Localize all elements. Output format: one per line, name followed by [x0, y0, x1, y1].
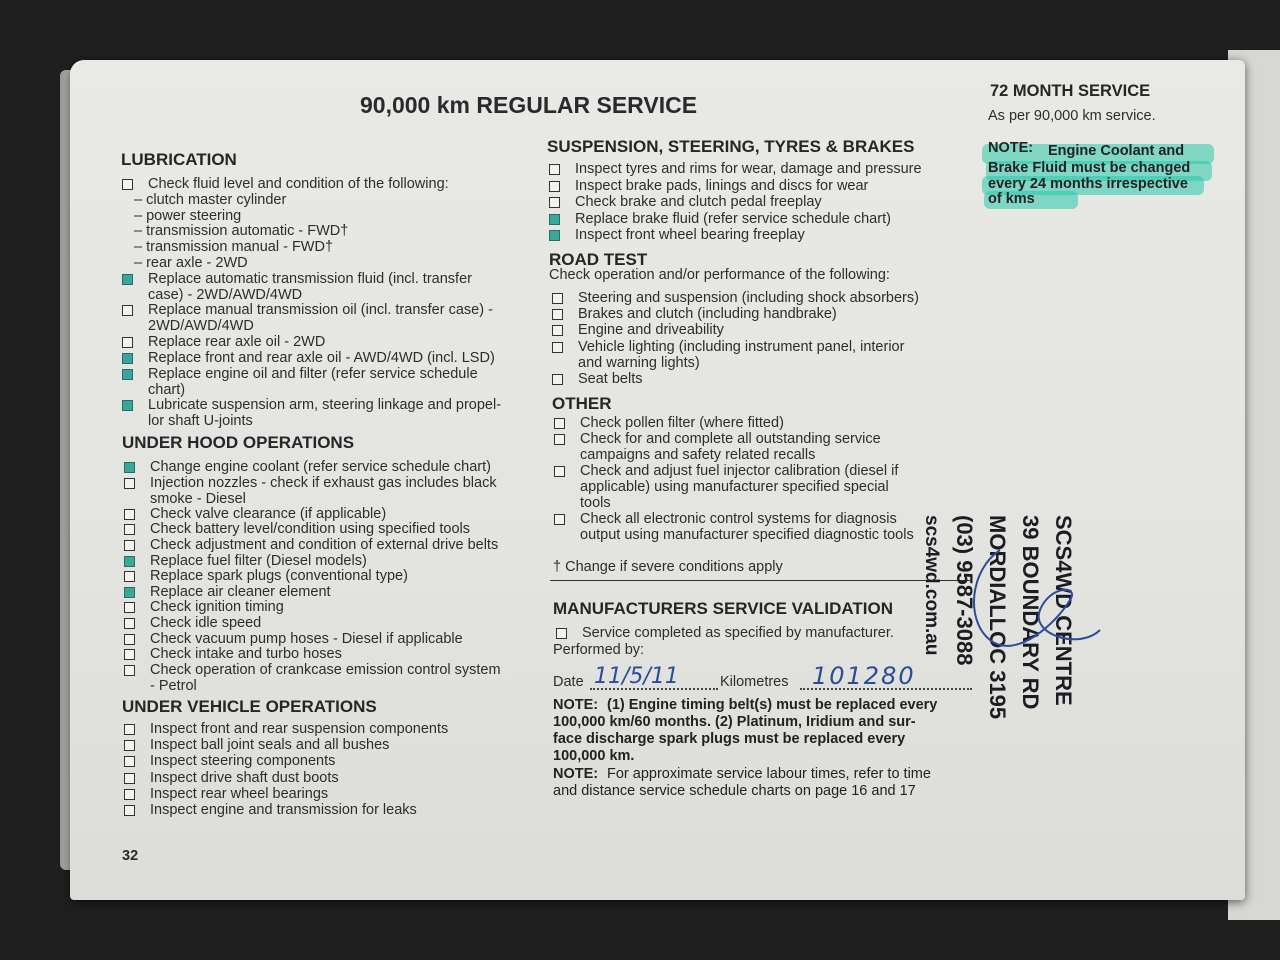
- checkbox: [124, 756, 135, 767]
- manual-page: 90,000 km REGULAR SERVICE 72 MONTH SERVICE As per 90,000 km service. NOTE: Engine Coolant and Brake Fluid must be changed every 24 months irrespective of kms LUBRICATION UNDER HOOD OPERATIONS UNDER VEHICLE OPERATIONS SUSPENSION, STEERING, TYRES & BRAKES ROAD TEST Check operation and/or performance of the following: OTHER † Change if severe conditions apply MANUFACTURERS SERVICE VALIDATION Service completed as specified by manufacturer. Performed by: Date 11/5/11 Kilometres 101280 NOTE: (1) Engine timing belt(s) must be replaced every 100,000 km/60 months. (2) Platinum, Iridium and sur- face discharge spark plugs must be replaced every 100,000 km. NOTE: For approximate service labour times, refer to time and distance service schedule charts on page 16 and 17 32 SCS4WD CENTRE 39 BOUNDARY RD MORDIALLOC 3195 (03) 9587-3088 scs4wd.com.au Check fluid level and condition of the following: – clutch master cylinder – power steering – transmission automatic - FWD† – transmission manual - FWD† – rear axle - 2WD Replace automatic transmission fluid (incl. transfer case) - 2WD/AWD/4WD Replace manual transmission oil (incl. transfer case) - 2WD/AWD/4WD Replace rear axle oil - 2WD Replace front and rear axle oil - AWD/4WD (incl. LSD) Replace engine oil and filter (refer service schedule chart) Lubricate suspension arm, steering linkage and propel- lor shaft U-joints Change engine coolant (refer service schedule chart) Injection nozzles - check if exhaust gas includes black smoke - Diesel Check valve clearance (if applicable) Check battery level/condition using specified tools Check adjustment and condition of external drive belts Replace fuel filter (Diesel models) Replace spark plugs (conventional type) Replace air cleaner element Check ignition timing Check idle speed Check vacuum pump hoses - Diesel if applicable Check intake and turbo hoses Check operation of crankcase emission control system - Petrol Inspect front and rear suspension components Inspect ball joint seals and all bushes Inspect steering components Inspect drive shaft dust boots Inspect rear wheel bearings Inspect engine and transmission for leaks Inspect tyres and rims for wear, damage and pressure Inspect brake pads, linings and discs for wear Check brake and clutch pedal freeplay Replace brake fluid (refer service schedule chart) Inspect front wheel bearing freeplay Steering and suspension (including shock absorbers) Brakes and clutch (including handbrake) Engine and driveability Vehicle lighting (including instrument panel, interior and warning lights) Seat belts Check pollen filter (where fitted) Check for and complete all outstanding service campaigns and safety related recalls Check and adjust fuel injector calibration (diesel if applicable) using manufacturer specified special tools Check all electronic control systems for diagnosis output using manufacturer specified diagnostic tools: [70, 60, 1245, 900]
- item-text: Inspect brake pads, linings and discs for wear: [575, 177, 869, 194]
- checkbox: [554, 466, 565, 477]
- item-text: and warning lights): [578, 354, 700, 371]
- item-text: Check fluid level and condition of the following:: [148, 176, 449, 192]
- date-label: Date: [553, 674, 584, 690]
- checkbox: [552, 342, 563, 353]
- road-test-heading: ROAD TEST: [549, 250, 648, 269]
- item-text: – transmission automatic - FWD†: [134, 223, 349, 240]
- checkbox: [549, 164, 560, 175]
- suspension-heading: SUSPENSION, STEERING, TYRES & BRAKES: [547, 137, 915, 156]
- checkbox-filled: [124, 556, 135, 567]
- checkbox: [122, 305, 133, 316]
- validation-heading: MANUFACTURERS SERVICE VALIDATION: [553, 599, 894, 618]
- stamp-line: 39 BOUNDARY RD: [1018, 515, 1043, 710]
- item-text: tools: [580, 495, 611, 511]
- checkbox: [124, 724, 135, 735]
- checkbox: [124, 805, 135, 816]
- item-text: Replace engine oil and filter (refer service schedule: [148, 365, 478, 382]
- road-test-intro: Check operation and/or performance of the following:: [549, 267, 890, 283]
- lubrication-heading: LUBRICATION: [121, 150, 237, 169]
- item-text: Inspect front wheel bearing freeplay: [575, 227, 805, 243]
- side-note-line: of kms: [988, 191, 1035, 207]
- checkbox: [124, 618, 135, 629]
- item-text: Check valve clearance (if applicable): [150, 505, 387, 522]
- item-text: Brakes and clutch (including handbrake): [578, 306, 837, 323]
- handwritten-kilometres: 101280: [812, 662, 916, 690]
- item-text: Check vacuum pump hoses - Diesel if applicable: [150, 630, 463, 647]
- item-text: Inspect tyres and rims for wear, damage and pressure: [575, 161, 922, 177]
- side-title: 72 MONTH SERVICE: [990, 82, 1151, 100]
- checkbox-filled: [122, 274, 133, 285]
- note1-label: NOTE:: [553, 697, 599, 713]
- side-note-line: Brake Fluid must be changed: [988, 160, 1191, 176]
- item-text: lor shaft U-joints: [148, 413, 253, 430]
- checkbox: [124, 649, 135, 660]
- item-text: Inspect steering components: [150, 753, 336, 770]
- item-text: – transmission manual - FWD†: [134, 239, 334, 256]
- item-text: output using manufacturer specified diagnostic tools: [580, 527, 914, 543]
- item-text: Inspect engine and transmission for leaks: [150, 802, 417, 818]
- item-text: - Petrol: [150, 677, 197, 694]
- item-text: Change engine coolant (refer service schedule chart): [150, 459, 491, 475]
- under-hood-heading: UNDER HOOD OPERATIONS: [122, 433, 355, 452]
- checkbox: [124, 634, 135, 645]
- item-text: Injection nozzles - check if exhaust gas includes black: [150, 474, 497, 491]
- item-text: Engine and driveability: [578, 322, 724, 339]
- checkbox: [124, 509, 135, 520]
- checkbox: [554, 434, 565, 445]
- item-text: Replace fuel filter (Diesel models): [150, 552, 367, 569]
- performed-by-label: Performed by:: [553, 642, 645, 658]
- stamp-line: (03) 9587-3088: [952, 515, 977, 666]
- item-text: Check operation of crankcase emission control system: [150, 661, 501, 678]
- checkbox: [124, 524, 135, 535]
- checkbox: [124, 571, 135, 582]
- note1-line: 100,000 km.: [553, 748, 635, 764]
- item-text: case) - 2WD/AWD/4WD: [148, 286, 303, 303]
- checkbox: [124, 478, 135, 489]
- item-text: Check ignition timing: [150, 599, 284, 616]
- item-text: Replace rear axle oil - 2WD: [148, 334, 326, 350]
- checkbox: [124, 540, 135, 551]
- checkbox: [552, 309, 563, 320]
- item-text: Seat belts: [578, 371, 643, 387]
- item-text: Inspect ball joint seals and all bushes: [150, 737, 390, 754]
- item-text: Replace air cleaner element: [150, 583, 331, 600]
- checkbox-filled: [549, 214, 560, 225]
- handwritten-date: 11/5/11: [594, 664, 679, 689]
- item-text: Check all electronic control systems for diagnosis: [580, 511, 897, 527]
- item-text: Check and adjust fuel injector calibration (diesel if: [580, 463, 899, 479]
- footnote: † Change if severe conditions apply: [553, 559, 783, 575]
- item-text: Check adjustment and condition of external drive belts: [150, 537, 499, 553]
- item-text: applicable) using manufacturer specified special: [580, 479, 889, 495]
- checkbox: [549, 197, 560, 208]
- item-text: Inspect rear wheel bearings: [150, 785, 329, 802]
- side-note-label: NOTE:: [988, 140, 1034, 156]
- item-text: Lubricate suspension arm, steering linkage and propel-: [148, 397, 502, 414]
- page-number: 32: [122, 848, 139, 864]
- checkbox-filled: [124, 587, 135, 598]
- item-text: – clutch master cylinder: [134, 191, 287, 208]
- checkbox-filled: [549, 230, 560, 241]
- note1-line: 100,000 km/60 months. (2) Platinum, Iridium and sur-: [553, 714, 916, 730]
- item-text: 2WD/AWD/4WD: [148, 318, 254, 335]
- checkbox: [552, 325, 563, 336]
- stamp-line: scs4wd.com.au: [921, 515, 942, 656]
- item-text: Replace front and rear axle oil - AWD/4WD (incl. LSD): [148, 349, 495, 366]
- item-text: smoke - Diesel: [150, 490, 246, 507]
- item-text: Check intake and turbo hoses: [150, 646, 342, 663]
- item-text: – rear axle - 2WD: [134, 255, 248, 271]
- stamp-line: SCS4WD CENTRE: [1051, 515, 1076, 706]
- item-text: Replace spark plugs (conventional type): [150, 568, 408, 585]
- item-text: Replace automatic transmission fluid (incl. transfer: [148, 270, 472, 287]
- checkbox: [122, 179, 133, 190]
- item-text: – power steering: [134, 207, 242, 224]
- checkbox: [556, 628, 567, 639]
- item-text: Inspect drive shaft dust boots: [150, 769, 339, 786]
- item-text: Check brake and clutch pedal freeplay: [575, 194, 822, 210]
- note1-line: face discharge spark plugs must be replaced every: [553, 731, 906, 747]
- checkbox: [552, 374, 563, 385]
- checkbox: [124, 602, 135, 613]
- checkbox-filled: [122, 369, 133, 380]
- checkbox-filled: [124, 462, 135, 473]
- checkbox: [549, 181, 560, 192]
- checkbox: [554, 418, 565, 429]
- side-note-line: Engine Coolant and: [1048, 143, 1185, 159]
- checkbox: [552, 293, 563, 304]
- checkbox-filled: [122, 353, 133, 364]
- item-text: Inspect front and rear suspension components: [150, 721, 449, 737]
- checkbox: [124, 665, 135, 676]
- item-text: Steering and suspension (including shock absorbers): [578, 290, 919, 306]
- item-text: chart): [148, 381, 186, 398]
- kilometres-label: Kilometres: [720, 674, 789, 690]
- side-subtitle: As per 90,000 km service.: [988, 108, 1156, 124]
- side-note-line: every 24 months irrespective: [988, 176, 1188, 192]
- checkbox: [124, 773, 135, 784]
- item-text: Vehicle lighting (including instrument panel, interior: [578, 338, 905, 355]
- item-text: Replace manual transmission oil (incl. transfer case) -: [148, 302, 493, 319]
- item-text: Check battery level/condition using specified tools: [150, 521, 470, 538]
- signature-mark: [960, 530, 1110, 670]
- checkbox: [124, 740, 135, 751]
- item-text: campaigns and safety related recalls: [580, 447, 816, 463]
- note1-line: (1) Engine timing belt(s) must be replaced every: [607, 697, 938, 713]
- page-title: 90,000 km REGULAR SERVICE: [360, 92, 698, 118]
- item-text: Check idle speed: [150, 615, 262, 631]
- note2-line: and distance service schedule charts on page 16 and 17: [553, 783, 916, 799]
- checkbox-filled: [122, 400, 133, 411]
- divider: [550, 580, 970, 581]
- checkbox: [554, 514, 565, 525]
- stamp-line: MORDIALLOC 3195: [985, 515, 1010, 720]
- item-text: Replace brake fluid (refer service schedule chart): [575, 210, 891, 227]
- under-vehicle-heading: UNDER VEHICLE OPERATIONS: [122, 697, 377, 716]
- item-text: Check pollen filter (where fitted): [580, 415, 784, 431]
- checkbox: [122, 337, 133, 348]
- note2-line: For approximate service labour times, refer to time: [607, 766, 931, 782]
- other-heading: OTHER: [552, 394, 612, 413]
- item-text: Check for and complete all outstanding service: [580, 431, 881, 447]
- note2-label: NOTE:: [553, 766, 599, 782]
- checkbox: [124, 789, 135, 800]
